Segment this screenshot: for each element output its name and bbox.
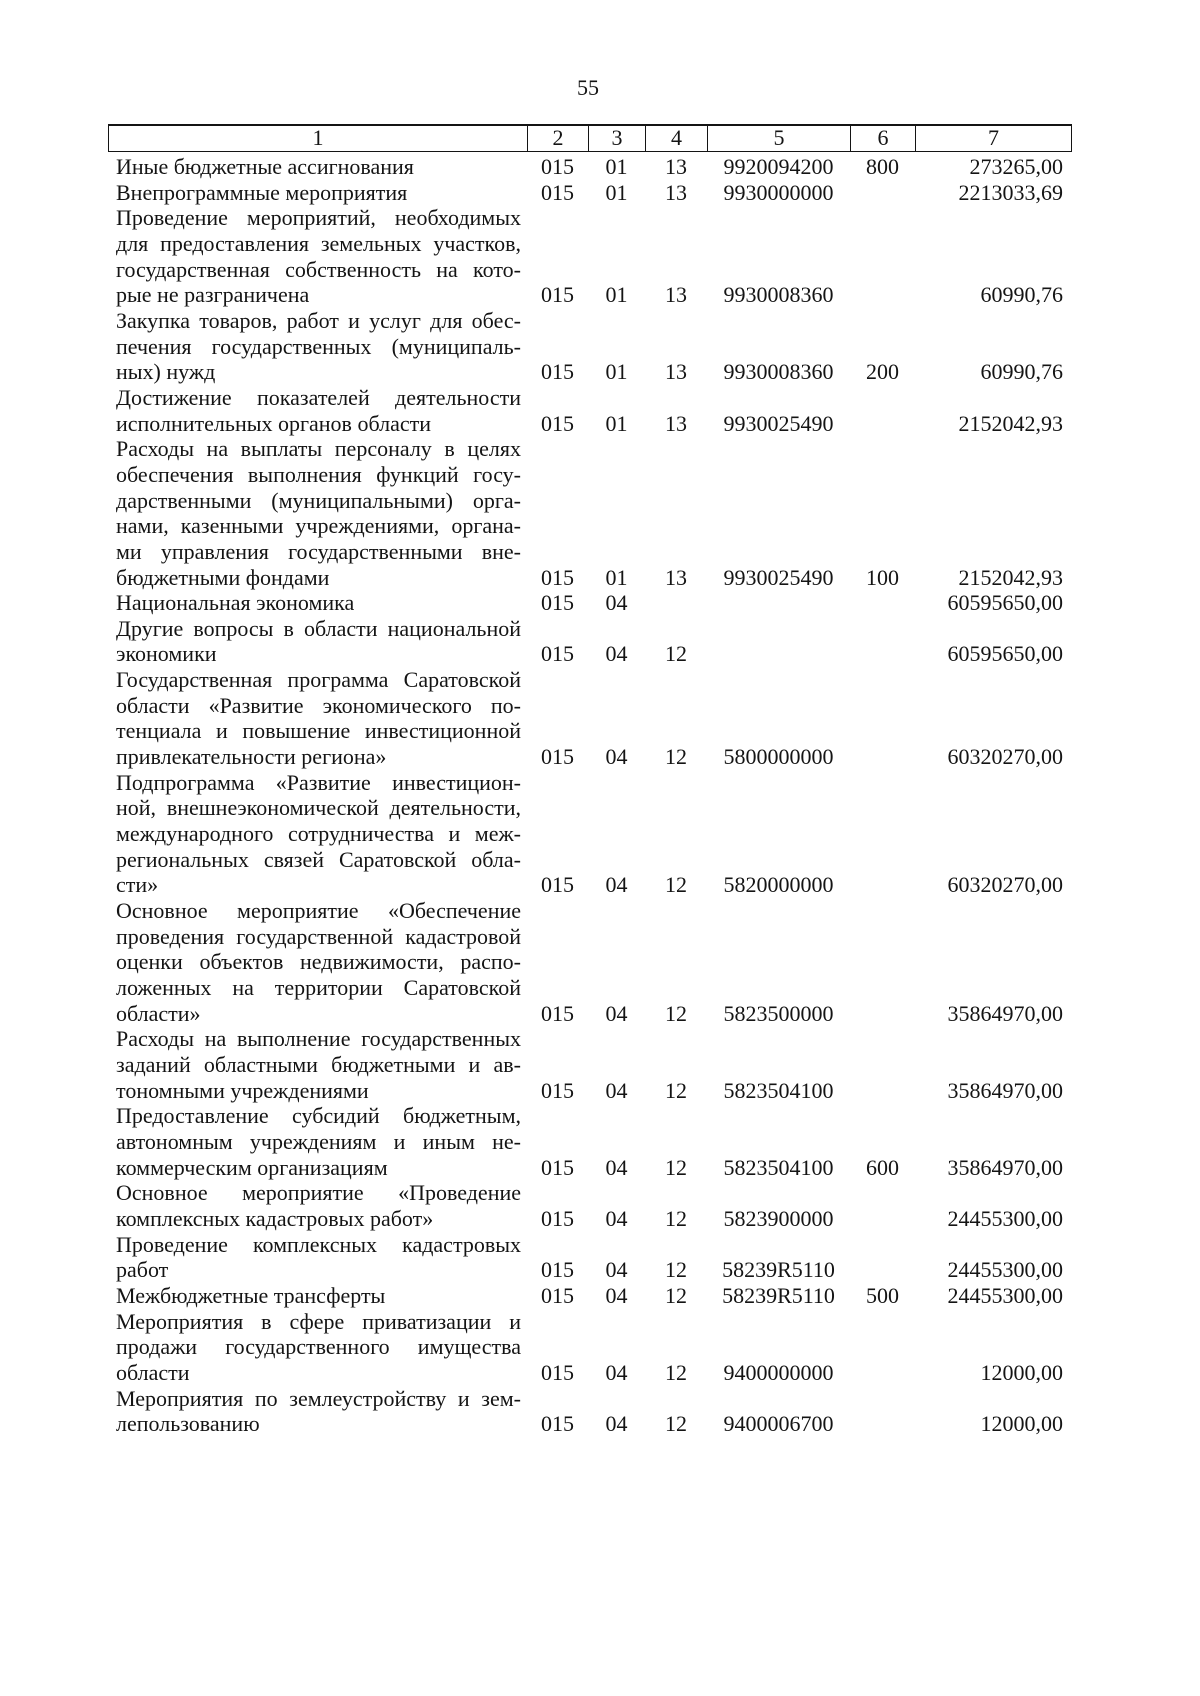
description-line: Государственная программа Саратовской — [116, 667, 521, 693]
cell-col-3: 04 — [605, 1205, 628, 1231]
cell-col-5: 9920094200 — [723, 154, 834, 179]
cell-col-5: 9930008360 — [723, 359, 834, 385]
cell-col-6 — [850, 872, 915, 898]
description-line: комплексных кадастровых работ» — [116, 1205, 434, 1231]
cell-col-4: 13 — [665, 359, 687, 385]
table-row — [108, 1386, 1072, 1437]
cell-col-7: 24455300,00 — [947, 1257, 1063, 1283]
description-line: ми управления государственными вне- — [116, 538, 521, 564]
cell-col-3: 01 — [605, 564, 628, 590]
row-description — [108, 180, 527, 206]
cell-col-5: 5823500000 — [723, 1000, 834, 1026]
cell-col-4: 12 — [665, 1359, 687, 1385]
table-header-row — [108, 124, 1072, 152]
cell-col-6 — [850, 744, 915, 770]
table-row — [108, 590, 1072, 616]
cell-col-2: 015 — [541, 1282, 574, 1308]
description-line: заданий областными бюджетными и ав- — [116, 1051, 521, 1077]
cell-col-4: 12 — [665, 1411, 687, 1437]
description-line: области» — [116, 1000, 201, 1026]
cell-col-7: 60320270,00 — [947, 744, 1063, 770]
description-line: работ — [116, 1257, 169, 1283]
cell-col-5: 58239R5110 — [722, 1257, 835, 1283]
description-line: Предоставление субсидий бюджетным, — [116, 1103, 521, 1129]
row-description — [108, 898, 527, 1026]
row-description — [108, 590, 527, 616]
description-line: оценки объектов недвижимости, распо- — [116, 949, 521, 975]
description-line: ных) нужд — [116, 359, 216, 385]
table-row — [108, 616, 1072, 667]
description-line: государственная собственность на кото- — [116, 256, 521, 282]
cell-col-4: 13 — [665, 154, 687, 179]
header-col-5: 5 — [707, 124, 850, 152]
cell-col-3: 04 — [605, 641, 628, 667]
cell-col-7: 60320270,00 — [947, 872, 1063, 898]
header-col-4: 4 — [645, 124, 707, 152]
header-col-7: 7 — [915, 124, 1072, 152]
description-line: Иные бюджетные ассигнования — [116, 154, 414, 179]
description-line: ной, внешнеэкономической деятельности, — [116, 795, 521, 821]
description-line: Основное мероприятие «Обеспечение — [116, 898, 521, 924]
cell-col-7: 24455300,00 — [947, 1205, 1063, 1231]
row-description — [108, 770, 527, 898]
cell-col-6: 500 — [866, 1282, 899, 1308]
cell-col-3: 04 — [605, 1077, 628, 1103]
cell-col-4: 12 — [665, 1154, 687, 1180]
cell-col-2: 015 — [541, 154, 574, 179]
cell-col-5: 5820000000 — [723, 872, 834, 898]
cell-col-2: 015 — [541, 872, 574, 898]
cell-col-5: 5800000000 — [723, 744, 834, 770]
description-line: исполнительных органов области — [116, 410, 431, 436]
table-row — [108, 205, 1072, 308]
cell-col-6: 800 — [866, 154, 899, 179]
cell-col-7: 35864970,00 — [947, 1000, 1063, 1026]
table-row — [108, 1026, 1072, 1103]
description-line: сти» — [116, 872, 159, 898]
cell-col-5: 9400006700 — [723, 1411, 834, 1437]
description-line: Проведение мероприятий, необходимых — [116, 205, 521, 231]
cell-col-2: 015 — [541, 1359, 574, 1385]
cell-col-7: 35864970,00 — [947, 1077, 1063, 1103]
description-line: экономики — [116, 641, 217, 667]
cell-col-6 — [850, 1360, 915, 1386]
description-line: Подпрограмма «Развитие инвестицион- — [116, 769, 521, 795]
description-line: Внепрограммные мероприятия — [116, 179, 408, 205]
description-line: коммерческим организациям — [116, 1154, 388, 1180]
cell-col-4: 12 — [665, 641, 687, 667]
cell-col-3: 01 — [605, 154, 628, 179]
row-description — [108, 1309, 527, 1386]
cell-col-2: 015 — [541, 179, 574, 205]
cell-col-5: 5823900000 — [723, 1205, 834, 1231]
description-line: для предоставления земельных участков, — [116, 230, 521, 256]
row-description — [108, 205, 527, 308]
cell-col-4: 13 — [665, 282, 687, 308]
row-description — [108, 436, 527, 590]
cell-col-6 — [850, 282, 915, 308]
description-line: области «Развитие экономического по- — [116, 692, 521, 718]
page-number: 55 — [577, 75, 599, 100]
description-line: нами, казенными учреждениями, органа- — [116, 513, 521, 539]
cell-col-7: 273265,00 — [969, 154, 1063, 179]
cell-col-3: 04 — [605, 1000, 628, 1026]
cell-col-7: 12000,00 — [980, 1359, 1063, 1385]
cell-col-6 — [850, 1001, 915, 1027]
description-line: тономными учреждениями — [116, 1077, 369, 1103]
row-description — [108, 667, 527, 770]
cell-col-5: 9930025490 — [723, 564, 834, 590]
row-description — [108, 1103, 527, 1180]
cell-col-4: 12 — [665, 872, 687, 898]
description-line: обеспечения выполнения функций госу- — [116, 461, 521, 487]
cell-col-5: 9930025490 — [723, 410, 834, 436]
table-row — [108, 770, 1072, 898]
description-line: Другие вопросы в области национальной — [116, 615, 521, 641]
cell-col-3: 04 — [605, 1359, 628, 1385]
table-row — [108, 154, 1072, 180]
cell-col-5 — [707, 641, 850, 667]
table-body — [108, 154, 1072, 1437]
cell-col-3: 01 — [605, 359, 628, 385]
description-line: области — [116, 1359, 190, 1385]
cell-col-5 — [707, 590, 850, 616]
cell-col-2: 015 — [541, 564, 574, 590]
row-description — [108, 1386, 527, 1437]
cell-col-2: 015 — [541, 641, 574, 667]
header-col-6: 6 — [850, 124, 915, 152]
cell-col-2: 015 — [541, 282, 574, 308]
table-row — [108, 898, 1072, 1026]
table-row — [108, 1309, 1072, 1386]
table-row — [108, 1180, 1072, 1231]
description-line: привлекательности региона» — [116, 744, 387, 770]
cell-col-2: 015 — [541, 410, 574, 436]
cell-col-2: 015 — [541, 1154, 574, 1180]
cell-col-3: 04 — [605, 1154, 628, 1180]
cell-col-7: 60990,76 — [980, 282, 1063, 308]
row-description — [108, 1026, 527, 1103]
cell-col-7: 60595650,00 — [947, 641, 1063, 667]
cell-col-5: 9930000000 — [723, 179, 834, 205]
cell-col-3: 04 — [605, 590, 628, 616]
cell-col-7: 60595650,00 — [947, 590, 1063, 616]
cell-col-2: 015 — [541, 744, 574, 770]
cell-col-4 — [645, 590, 707, 616]
cell-col-4: 12 — [665, 1077, 687, 1103]
row-description — [108, 1180, 527, 1231]
description-line: Расходы на выполнение государственных — [116, 1026, 521, 1052]
description-line: тенциала и повышение инвестиционной — [116, 718, 521, 744]
cell-col-5: 58239R5110 — [722, 1282, 835, 1308]
cell-col-4: 12 — [665, 744, 687, 770]
cell-col-6 — [850, 411, 915, 437]
header-col-2: 2 — [527, 124, 588, 152]
table-row — [108, 436, 1072, 590]
cell-col-7: 2152042,93 — [958, 564, 1063, 590]
cell-col-6: 600 — [866, 1154, 899, 1180]
cell-col-4: 13 — [665, 410, 687, 436]
cell-col-4: 12 — [665, 1205, 687, 1231]
cell-col-6 — [850, 1206, 915, 1232]
cell-col-2: 015 — [541, 590, 574, 616]
cell-col-5: 5823504100 — [723, 1077, 834, 1103]
header-col-3: 3 — [588, 124, 645, 152]
table-row — [108, 385, 1072, 436]
description-line: дарственными (муниципальными) орга- — [116, 487, 521, 513]
description-line: Основное мероприятие «Проведение — [116, 1180, 521, 1206]
cell-col-6 — [850, 1411, 915, 1437]
cell-col-2: 015 — [541, 1411, 574, 1437]
cell-col-4: 12 — [665, 1000, 687, 1026]
cell-col-7: 2213033,69 — [958, 179, 1063, 205]
cell-col-6 — [850, 641, 915, 667]
cell-col-6: 100 — [866, 564, 899, 590]
cell-col-2: 015 — [541, 1257, 574, 1283]
row-description — [108, 154, 527, 180]
cell-col-4: 12 — [665, 1282, 687, 1308]
description-line: ложенных на территории Саратовской — [116, 975, 521, 1000]
description-line: Расходы на выплаты персоналу в целях — [116, 436, 521, 462]
cell-col-2: 015 — [541, 359, 574, 385]
cell-col-6 — [850, 180, 915, 206]
description-line: Достижение показателей деятельности — [116, 384, 521, 410]
description-line: лепользованию — [116, 1411, 260, 1437]
description-line: Закупка товаров, работ и услуг для обес- — [116, 307, 521, 333]
row-description — [108, 616, 527, 667]
cell-col-2: 015 — [541, 1077, 574, 1103]
description-line: бюджетными фондами — [116, 564, 330, 590]
cell-col-7: 35864970,00 — [947, 1154, 1063, 1180]
description-line: региональных связей Саратовской обла- — [116, 846, 521, 872]
cell-col-3: 04 — [605, 744, 628, 770]
description-line: продажи государственного имущества — [116, 1334, 521, 1360]
cell-col-2: 015 — [541, 1000, 574, 1026]
cell-col-3: 01 — [605, 179, 628, 205]
cell-col-7: 2152042,93 — [958, 410, 1063, 436]
cell-col-6 — [850, 1078, 915, 1104]
description-line: Межбюджетные трансферты — [116, 1282, 386, 1308]
cell-col-6 — [850, 1257, 915, 1283]
cell-col-4: 13 — [665, 564, 687, 590]
cell-col-6 — [850, 590, 915, 616]
cell-col-5: 9930008360 — [723, 282, 834, 308]
table-row — [108, 1283, 1072, 1309]
description-line: Проведение комплексных кадастровых — [116, 1231, 521, 1257]
table-row — [108, 180, 1072, 206]
cell-col-3: 04 — [605, 1282, 628, 1308]
cell-col-3: 01 — [605, 410, 628, 436]
table-row — [108, 1232, 1072, 1283]
cell-col-3: 04 — [605, 872, 628, 898]
table-row — [108, 1103, 1072, 1180]
description-line: рые не разграничена — [116, 282, 310, 308]
cell-col-5: 5823504100 — [723, 1154, 834, 1180]
description-line: Мероприятия в сфере приватизации и — [116, 1308, 521, 1334]
cell-col-4: 12 — [665, 1257, 687, 1283]
cell-col-3: 04 — [605, 1411, 628, 1437]
row-description — [108, 1283, 527, 1309]
cell-col-7: 24455300,00 — [947, 1282, 1063, 1308]
table-row — [108, 308, 1072, 385]
header-col-1: 1 — [108, 124, 527, 152]
cell-col-3: 01 — [605, 282, 628, 308]
description-line: проведения государственной кадастровой — [116, 923, 521, 949]
row-description — [108, 308, 527, 385]
description-line: Мероприятия по землеустройству и зем- — [116, 1385, 521, 1411]
cell-col-2: 015 — [541, 1205, 574, 1231]
cell-col-6: 200 — [866, 359, 899, 385]
description-line: печения государственных (муниципаль- — [116, 333, 521, 359]
row-description — [108, 1232, 527, 1283]
description-line: автономным учреждениям и иным не- — [116, 1128, 521, 1154]
cell-col-7: 12000,00 — [980, 1411, 1063, 1437]
table-row — [108, 667, 1072, 770]
cell-col-3: 04 — [605, 1257, 628, 1283]
cell-col-4: 13 — [665, 179, 687, 205]
description-line: Национальная экономика — [116, 590, 355, 616]
description-line: международного сотрудничества и меж- — [116, 821, 521, 847]
cell-col-7: 60990,76 — [980, 359, 1063, 385]
row-description — [108, 385, 527, 436]
cell-col-5: 9400000000 — [723, 1359, 834, 1385]
